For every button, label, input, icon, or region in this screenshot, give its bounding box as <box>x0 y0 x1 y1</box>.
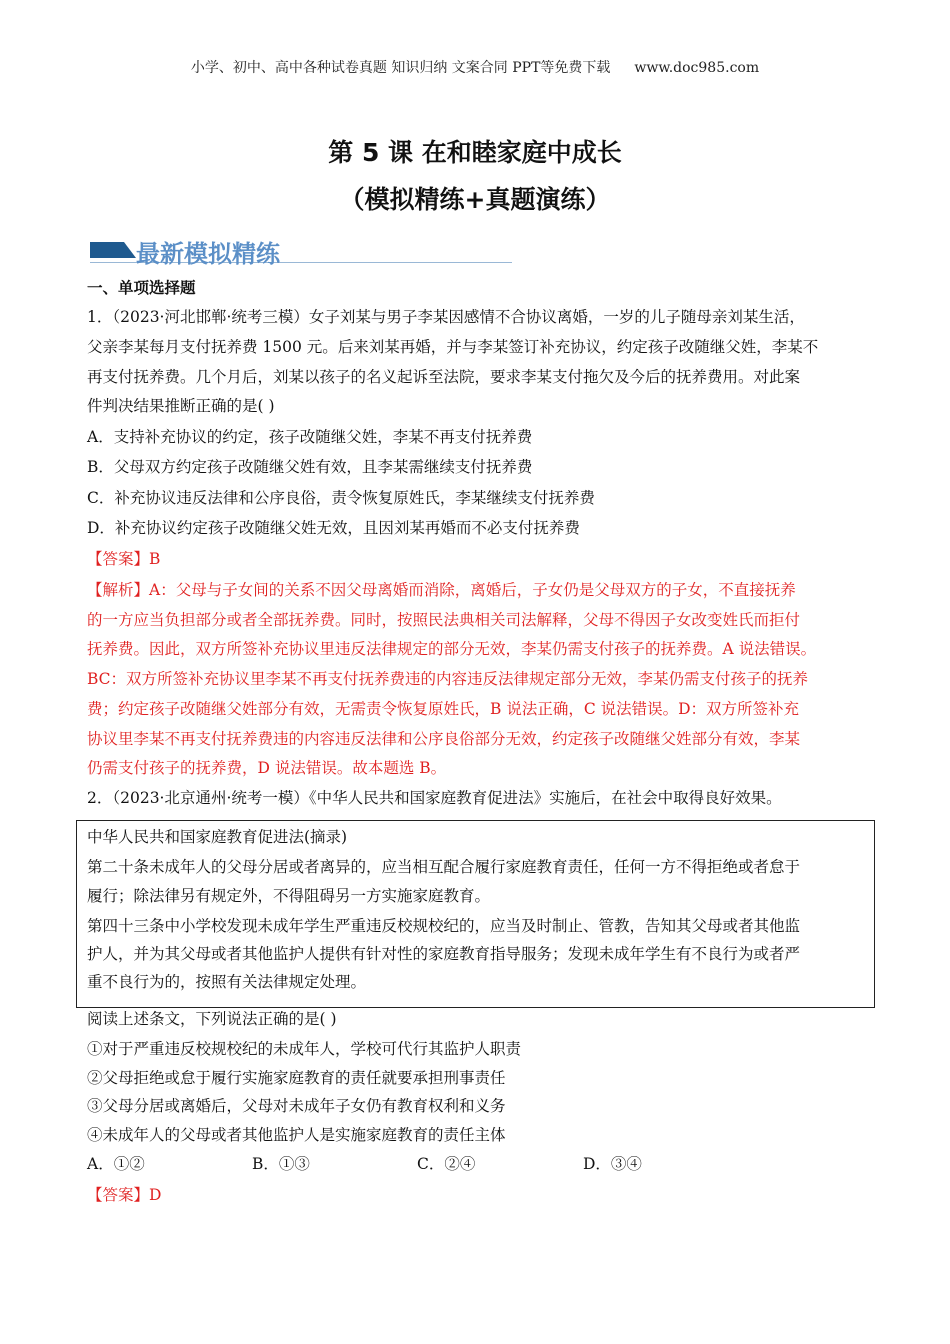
question-prompt: 阅读上述条文，下列说法正确的是( ) <box>87 1010 337 1028</box>
question-stem-line: 2．（2023·北京通州·统考一模）《中华人民共和国家庭教育促进法》实施后，在社会中取得良好效果。 <box>87 789 782 807</box>
analysis-line: 抚养费。因此，双方所签补充协议里违反法律规定的部分无效，李某仍需支付孩子的抚养费。A 说法错误。 <box>87 640 817 658</box>
statement-item: ②父母拒绝或怠于履行实施家庭教育的责任就要承担刑事责任 <box>87 1069 506 1087</box>
answer-option: B．父母双方约定孩子改随继父姓有效，且李某需继续支付抚养费 <box>87 458 533 476</box>
analysis-line: 费；约定孩子改随继父姓部分有效，无需责令恢复原姓氏，B 说法正确，C 说法错误。D：双方所签补充 <box>87 700 800 718</box>
statement-item: ③父母分居或离婚后，父母对未成年子女仍有教育权利和义务 <box>87 1097 506 1115</box>
law-excerpt-line: 第四十三条中小学校发现未成年学生严重违反校规校纪的，应当及时制止、管教，告知其父母或者其他监 <box>87 917 801 935</box>
law-excerpt-box <box>76 820 875 1008</box>
banner-triangle-icon <box>124 242 136 258</box>
analysis-line: 协议里李某不再支付抚养费违的内容违反法律和公序良俗部分无效，约定孩子改随继父姓部分有效，李某 <box>87 730 801 748</box>
answer-option: A．①② <box>87 1155 145 1173</box>
statement-item: ④未成年人的父母或者其他监护人是实施家庭教育的责任主体 <box>87 1126 506 1144</box>
law-excerpt-line: 履行；除法律另有规定外，不得阻碍另一方实施家庭教育。 <box>87 887 491 905</box>
question-stem-line: 件判决结果推断正确的是( ) <box>87 397 275 415</box>
question-stem-line: 再支付抚养费。几个月后，刘某以孩子的名义起诉至法院，要求李某支付拖欠及今后的抚养费用。对此案 <box>87 368 801 386</box>
answer-option: C．补充协议违反法律和公序良俗，责令恢复原姓氏，李某继续支付抚养费 <box>87 489 595 507</box>
question-stem-line: 1．（2023·河北邯郸·统考三模）女子刘某与男子李某因感情不合协议离婚，一岁的儿子随母亲刘某生活， <box>87 308 805 326</box>
lesson-title: 第 5 课 在和睦家庭中成长 <box>328 138 622 167</box>
answer-option: B．①③ <box>252 1155 310 1173</box>
analysis-line: 【解析】A：父母与子女间的关系不因父母离婚而消除，离婚后，子女仍是父母双方的子女，不直接抚养 <box>87 581 796 599</box>
law-excerpt-line: 护人，并为其父母或者其他监护人提供有针对性的家庭教育指导服务；发现未成年学生有不良行为或者严 <box>87 945 801 963</box>
law-excerpt-line: 重不良行为的，按照有关法律规定处理。 <box>87 973 367 991</box>
analysis-line: 的一方应当负担部分或者全部抚养费。同时，按照民法典相关司法解释，父母不得因子女改变姓氏而拒付 <box>87 611 801 629</box>
answer-label: 【答案】D <box>87 1186 162 1204</box>
law-excerpt-line: 中华人民共和国家庭教育促进法(摘录) <box>87 828 348 846</box>
banner-text: 最新模拟精练 <box>136 239 280 268</box>
page-header <box>0 57 950 77</box>
answer-option: A．支持补充协议的约定，孩子改随继父姓，李某不再支付抚养费 <box>87 428 533 446</box>
section-heading: 一、单项选择题 <box>87 279 196 297</box>
law-excerpt-line: 第二十条未成年人的父母分居或者离异的，应当相互配合履行家庭教育责任，任何一方不得拒绝或者怠于 <box>87 858 801 876</box>
analysis-line: 仍需支付孩子的抚养费，D 说法错误。故本题选 B。 <box>87 759 447 777</box>
answer-option: D．③④ <box>583 1155 642 1173</box>
question-stem-line: 父亲李某每月支付抚养费 1500 元。后来刘某再婚，并与李某签订补充协议，约定孩子改随继父姓，李某不 <box>87 338 819 356</box>
lesson-subtitle: （模拟精练+真题演练） <box>339 185 611 214</box>
answer-option: D．补充协议约定孩子改随继父姓无效，且因刘某再婚而不必支付抚养费 <box>87 519 580 537</box>
answer-label: 【答案】B <box>87 550 161 568</box>
header-text: 小学、初中、高中各种试卷真题 知识归纳 文案合同 PPT等免费下载 <box>190 60 611 76</box>
answer-option: C．②④ <box>417 1155 476 1173</box>
statement-item: ①对于严重违反校规校纪的未成年人，学校可代行其监护人职责 <box>87 1040 522 1058</box>
analysis-line: BC：双方所签补充协议里李某不再支付抚养费违的内容违反法律规定部分无效，李某仍需支付孩子的抚养 <box>87 670 809 688</box>
section-banner <box>90 234 512 268</box>
banner-bar-icon <box>90 242 124 258</box>
header-url[interactable]: www.doc985.com <box>634 60 760 76</box>
